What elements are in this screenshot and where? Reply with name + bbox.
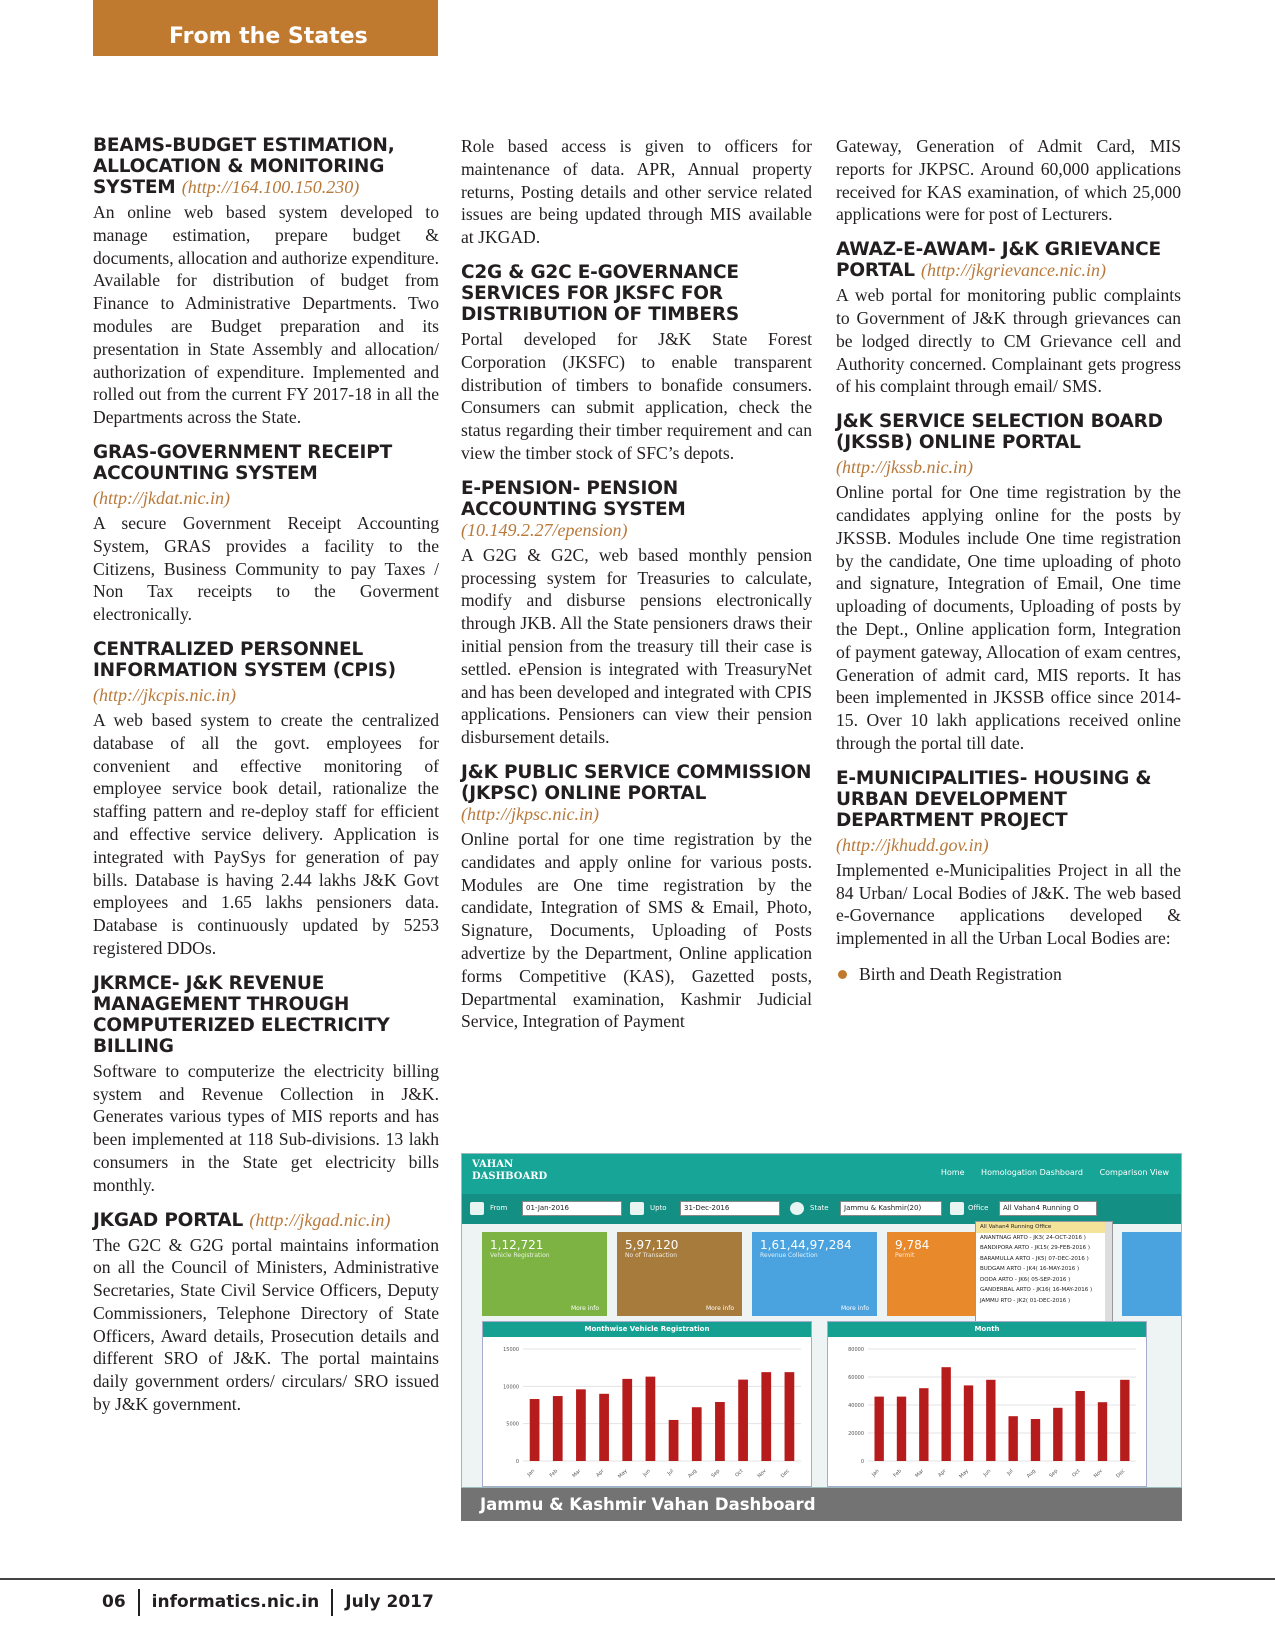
x-tick-label: Mar [914, 1468, 926, 1480]
dropdown-option[interactable]: GANDERBAL ARTO - JK16( 16-MAY-2016 ) [980, 1287, 1093, 1293]
epension-body: A G2G & G2C, web based monthly pension processing system for Treasuries to calculate, modify and disburse pensions electronically through JKB. All the State pensioners draws their initial pension from the treasury till their case is settled. ePension is integrated with TreasuryNet and has been developed and integrated with CPIS applications. Pensioners can view their pension disbursement details. [461, 544, 812, 748]
jkgad-continued: Role based access is given to officers for maintenance of data. APR, Annual property returns, Posting details and other service related issues are being updated through MIS available at JKGAD. [461, 136, 812, 248]
office-label: Office [968, 1204, 989, 1212]
figure-caption: Jammu & Kashmir Vahan Dashboard [461, 1488, 1182, 1521]
panel-title: Monthwise Vehicle Registration [483, 1322, 811, 1337]
tile-permit[interactable]: 9,784 Permit [887, 1232, 1012, 1316]
c2g-heading: C2G & G2C E-GOVERNANCE SERVICES FOR JKSFC FOR DISTRIBUTION OF TIMBERS [461, 261, 740, 325]
chart-bar [599, 1394, 609, 1461]
jkssb-heading: J&K SERVICE SELECTION BOARD (JKSSB) ONLINE PORTAL [836, 411, 1163, 454]
office-select[interactable]: All Vahan4 Running O [999, 1201, 1097, 1216]
monthwise-registration-chart [483, 1337, 813, 1487]
dropdown-option[interactable]: DODA ARTO - JK6( 05-SEP-2016 ) [980, 1276, 1071, 1283]
y-tick-label: 5000 [506, 1421, 519, 1428]
footer-rule [0, 1578, 1275, 1580]
gras-url[interactable]: (http://jkdat.nic.in) [93, 487, 230, 508]
awaz-body: A web portal for monitoring public complaints to Government of J&K through grievances can be lodged directly to CM Grievance cell and Authority concerned. Complainant gets progress of his complaint through email/ SMS. [836, 285, 1181, 397]
epension-url[interactable]: (10.149.2.27/epension) [461, 519, 628, 540]
state-select[interactable]: Jammu & Kashmir(20) [840, 1201, 942, 1216]
from-date-input[interactable]: 01-Jan-2016 [522, 1201, 622, 1216]
x-tick-label: Sep [1048, 1468, 1060, 1480]
jkgad-heading: JKGAD PORTAL (http://jkgad.nic.in) [93, 1209, 391, 1231]
upto-label: Upto [650, 1204, 667, 1212]
y-tick-label: 60000 [848, 1375, 864, 1381]
emun-services-list [836, 963, 1181, 986]
chart-bar [1053, 1408, 1062, 1461]
x-tick-label: Jul [1006, 1468, 1015, 1477]
beams-url[interactable]: (http://164.100.150.230) [181, 177, 360, 197]
tile-transactions[interactable]: 5,97,120 No of Transaction More info [617, 1232, 742, 1316]
globe-icon [790, 1202, 804, 1215]
chart-bar [1031, 1419, 1040, 1461]
x-tick-label: Oct [734, 1468, 745, 1479]
dashboard-logo: VAHAN DASHBOARD [472, 1159, 548, 1182]
y-tick-label: 20000 [848, 1431, 864, 1437]
x-tick-label: Aug [1025, 1468, 1037, 1480]
calendar-icon [630, 1202, 644, 1215]
chart-bar [1098, 1402, 1107, 1461]
chart-panel-monthwise [482, 1321, 812, 1487]
emun-heading: E-MUNICIPALITIES- HOUSING & URBAN DEVELOPMENT DEPARTMENT PROJECT [836, 767, 1152, 831]
y-tick-label: 80000 [848, 1347, 864, 1353]
dropdown-scrollbar[interactable] [1105, 1222, 1112, 1328]
panel-title: Month [828, 1322, 1146, 1337]
cpis-body: A web based system to create the centralized database of all the govt. employees for convenient and effective monitoring of employee service book detail, rationalize the staffing pattern and re-deploy staff for efficient and effective service delivery. Application is integrated with PaySys for generation of pay bills. Database is having 2.44 lakhs J&K Govt employees and 1.65 lakhs pensioners data. Database is continuously updated by 5253 registered DDOs. [93, 709, 439, 958]
dashboard-nav [927, 1168, 1169, 1177]
y-tick-label: 10000 [503, 1384, 519, 1391]
chart-bar [738, 1380, 748, 1461]
x-tick-label: Feb [548, 1468, 560, 1479]
chart-bar [919, 1388, 928, 1461]
dropdown-option[interactable]: BANDIPORA ARTO - JK15( 29-FEB-2016 ) [980, 1245, 1091, 1251]
x-tick-label: Apr [595, 1468, 606, 1479]
y-tick-label: 15000 [503, 1347, 519, 1353]
office-icon [950, 1202, 964, 1215]
page-footer [102, 1589, 434, 1617]
dropdown-option[interactable]: JAMMU RTO - JK2( 01-DEC-2016 ) [980, 1297, 1071, 1304]
y-tick-label: 40000 [848, 1403, 864, 1409]
dropdown-option[interactable]: BARAMULLA ARTO - JK5( 07-DEC-2016 ) [980, 1255, 1089, 1262]
chart-bar [553, 1396, 563, 1461]
x-tick-label: Dec [779, 1468, 791, 1480]
gras-heading: GRAS-GOVERNMENT RECEIPT ACCOUNTING SYSTEM [93, 441, 392, 484]
x-tick-label: Mar [571, 1468, 583, 1480]
column-2 [461, 135, 812, 1046]
jkssb-url[interactable]: (http://jkssb.nic.in) [836, 457, 973, 478]
cpis-url[interactable]: (http://jkcpis.nic.in) [93, 684, 236, 705]
x-tick-label: Jun [982, 1468, 993, 1478]
dashboard-header [462, 1154, 1181, 1194]
x-tick-label: Nov [1092, 1468, 1104, 1480]
chart-bar [1075, 1391, 1084, 1461]
footer-separator [331, 1589, 333, 1616]
footer-separator [138, 1589, 140, 1616]
section-tab: From the States [93, 0, 438, 56]
awaz-heading: AWAZ-E-AWAM- J&K GRIEVANCE PORTAL (http://jkgrievance.nic.in) [836, 239, 1161, 282]
chart-panel-second [827, 1321, 1147, 1487]
chart-bar [1008, 1416, 1017, 1461]
chart-bar [986, 1380, 995, 1461]
x-tick-label: May [958, 1468, 970, 1480]
x-tick-label: Apr [937, 1468, 948, 1479]
chart-bar [1120, 1380, 1129, 1461]
chart-bar [646, 1377, 656, 1461]
x-tick-label: Aug [687, 1468, 699, 1480]
from-label: From [490, 1204, 508, 1212]
chart-bar [941, 1367, 950, 1461]
dropdown-option[interactable]: All Vahan4 Running Office [976, 1222, 1112, 1233]
tile-revenue[interactable]: 1,61,44,97,284 Revenue Collection More info [752, 1232, 877, 1316]
vahan-dashboard-screenshot [461, 1153, 1182, 1488]
chart-bar [964, 1385, 973, 1461]
nav-homologation[interactable]: Homologation Dashboard [981, 1168, 1084, 1177]
tile-partial [1122, 1232, 1182, 1316]
x-tick-label: Jul [666, 1468, 675, 1477]
jkssb-body: Online portal for One time registration by the candidates applying online for the posts by JKSSB. Modules include One time registration by the candidate, One time uploading of photo and signature, Integration of Email, One time uploading of documents, Uploading of posts by the Dept., Online application form, Integration of payment gateway, Allocation of exam centres, Generation of admit card, MIS reports. It has been implemented in JKSSB office since 2014-15. Over 10 lakh applications received online through the portal till date. [836, 482, 1181, 753]
chart-bar [785, 1372, 795, 1461]
page-number: 06 [102, 1592, 126, 1612]
state-label: State [810, 1204, 829, 1212]
cpis-heading: CENTRALIZED PERSONNEL INFORMATION SYSTEM (CPIS) [93, 638, 396, 681]
chart-bar [874, 1397, 883, 1461]
chart-bar [576, 1389, 586, 1461]
jkpsc-continued: Gateway, Generation of Admit Card, MIS reports for JKPSC. Around 60,000 applications received for KAS examination, of which 25,000 applications were for post of Lecturers. [836, 136, 1181, 225]
list-item: Birth and Death Registration [836, 963, 1181, 986]
tile-vehicle-registration[interactable]: 1,12,721 Vehicle Registration More info [482, 1232, 607, 1316]
x-tick-label: Feb [892, 1468, 903, 1479]
c2g-body: Portal developed for J&K State Forest Corporation (JKSFC) to enable transparent distribution of timbers to bonafide consumers. Consumers can submit application, check the status regarding their timber requirement and can view the timber stock of SFC’s depots. [461, 328, 812, 463]
x-tick-label: Dec [1115, 1468, 1127, 1480]
x-tick-label: May [617, 1468, 629, 1480]
second-registration-chart [828, 1337, 1148, 1487]
calendar-icon [470, 1202, 484, 1215]
gras-body: A secure Government Receipt Accounting System, GRAS provides a facility to the Citizens, Business Community to pay Taxes / Non Tax receipts to the Goverment electronically. [93, 512, 439, 625]
jkrmce-heading: JKRMCE- J&K REVENUE MANAGEMENT THROUGH COMPUTERIZED ELECTRICITY BILLING [93, 972, 390, 1057]
chart-bar [897, 1397, 906, 1461]
dashboard-filter-bar [462, 1194, 1181, 1224]
epension-heading: E-PENSION- PENSION ACCOUNTING SYSTEM (10.149.2.27/epension) [461, 477, 686, 540]
chart-bar [692, 1407, 702, 1461]
dropdown-option[interactable]: BUDGAM ARTO - JK4( 16-MAY-2016 ) [980, 1266, 1080, 1272]
column-1 [93, 135, 439, 1429]
y-tick-label: 0 [860, 1459, 864, 1465]
emun-body: Implemented e-Municipalities Project in all the 84 Urban/ Local Bodies of J&K. The web based e-Governance applications developed & implemented in all the Urban Local Bodies are: [836, 859, 1181, 949]
chart-bar [669, 1420, 679, 1461]
emun-url[interactable]: (http://jkhudd.gov.in) [836, 834, 989, 855]
jkpsc-heading: J&K PUBLIC SERVICE COMMISSION (JKPSC) ONLINE PORTAL (http://jkpsc.nic.in) [461, 761, 812, 824]
beams-heading: BEAMS-BUDGET ESTIMATION, ALLOCATION & MONITORING SYSTEM (http://164.100.150.230) [93, 135, 395, 198]
jkgad-body: The G2C & G2G portal maintains information on all the Council of Ministers, Administrative Secretaries, State Civil Service Officers, Deputy Commissioners, Telephone Directory of State Officers, Award details, Prosecution details and different SRO of J&K. The portal maintains daily government orders/ circulars/ SRO issued by J&K government. [93, 1234, 439, 1415]
y-tick-label: 0 [515, 1459, 519, 1465]
x-tick-label: Oct [1071, 1468, 1082, 1479]
chart-bar [622, 1379, 632, 1461]
jkrmce-body: Software to computerize the electricity billing system and Revenue Collection in J&K. Generates various types of MIS reports and has been implemented at 118 Sub-divisions. 13 lakh consumers in the State get electricity bills monthly. [93, 1060, 439, 1195]
x-tick-label: Sep [710, 1468, 722, 1480]
chart-bar [530, 1399, 540, 1461]
chart-bar [715, 1402, 725, 1461]
x-tick-label: Jan [870, 1468, 881, 1478]
jkpsc-body: Online portal for one time registration by the candidates and apply online for various posts. Modules are One time registration by the candidate, Integration of SMS & Email, Photo, Signature, Documents, Uploading of Posts advertize by the Department, Online application forms Competitive (KAS), Gazetted posts, Departmental examination, Kashmir Judicial Service, Integration of Payment [461, 828, 812, 1032]
footer-site[interactable]: informatics.nic.in [151, 1592, 320, 1612]
nav-comparison[interactable]: Comparison View [1099, 1168, 1169, 1177]
x-tick-label: Jun [642, 1468, 652, 1478]
nav-home[interactable]: Home [940, 1168, 965, 1177]
x-tick-label: Nov [756, 1468, 768, 1480]
office-dropdown-list[interactable] [975, 1221, 1113, 1329]
x-tick-label: Jan [526, 1468, 536, 1478]
upto-date-input[interactable]: 31-Dec-2016 [680, 1201, 780, 1216]
beams-body: An online web based system developed to manage estimation, prepare budget & documents, allocation and authorize expenditure. Available for distribution of budget from Finance to Administrative Departments. Two modules are Budget preparation and its presentation in State Assembly and allocation/ authorization of expenditure. Implemented and rolled out from the current FY 2017-18 in all the Departments across the State. [93, 202, 439, 428]
dropdown-option[interactable]: ANANTNAG ARTO - JK3( 24-OCT-2016 ) [980, 1234, 1086, 1241]
chart-bar [761, 1372, 771, 1461]
jkpsc-url[interactable]: (http://jkpsc.nic.in) [461, 803, 599, 824]
footer-date: July 2017 [345, 1592, 434, 1612]
awaz-url[interactable]: (http://jkgrievance.nic.in) [921, 260, 1106, 281]
vahan-dashboard-figure [461, 1153, 1182, 1521]
jkgad-url[interactable]: (http://jkgad.nic.in) [249, 1209, 391, 1230]
column-3 [836, 135, 1181, 986]
